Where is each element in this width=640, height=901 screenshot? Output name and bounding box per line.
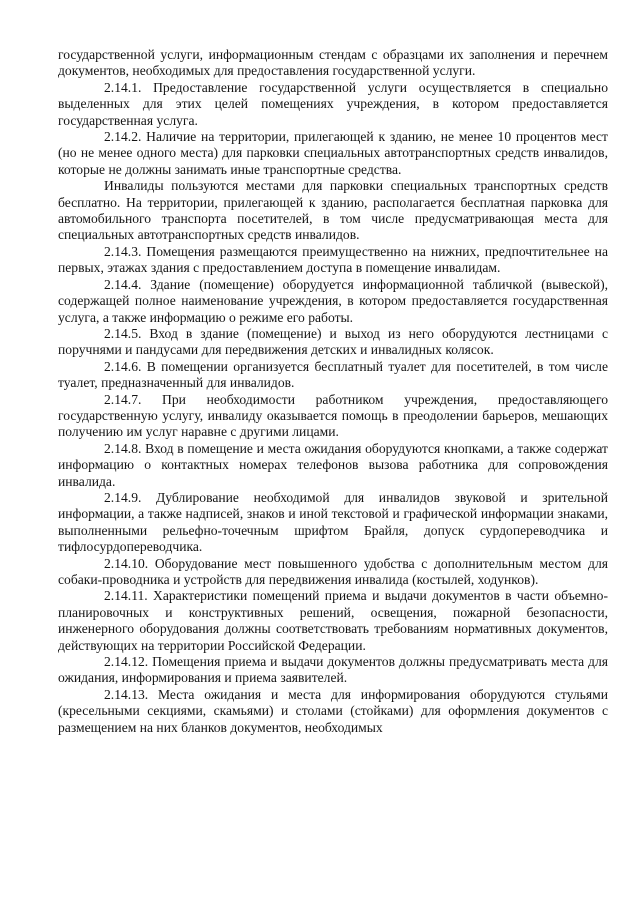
paragraph-2-14-5: 2.14.5. Вход в здание (помещение) и выход из него оборудуются лестницами с поручнями и пандусами для передвижения детских и инвалидных колясок. bbox=[58, 325, 608, 358]
paragraph-2-14-8: 2.14.8. Вход в помещение и места ожидания оборудуются кнопками, а также содержат информацию о контактных номерах телефонов вызова работника для сопровождения инвалида. bbox=[58, 440, 608, 489]
paragraph-2-14-2: 2.14.2. Наличие на территории, прилегающей к зданию, не менее 10 процентов мест (но не менее одного места) для парковки специальных автотранспортных средств инвалидов, которые не должны занимать иные транспортные средства. bbox=[58, 129, 608, 177]
paragraph-parking-disabled: Инвалиды пользуются местами для парковки специальных транспортных средств бесплатно. На территории, прилегающей к зданию, располагается бесплатная парковка для автомобильного транспорта посетителей, в том числе предусматривающая места для специальных автотранспортных средств инвалидов. bbox=[58, 178, 608, 243]
paragraph-2-14-6: 2.14.6. В помещении организуется бесплатный туалет для посетителей, в том числе туалет, предназначенный для инвалидов. bbox=[58, 358, 608, 391]
paragraph-2-14-4: 2.14.4. Здание (помещение) оборудуется информационной табличкой (вывеской), содержащей полное наименование учреждения, в котором предоставляется государственная услуга, а также информацию о режиме его работы. bbox=[58, 276, 608, 325]
paragraph-2-14-9: 2.14.9. Дублирование необходимой для инвалидов звуковой и зрительной информации, а также надписей, знаков и иной текстовой и графической информации знаками, выполненными рельефно-точечным шрифтом Брайля, допуск сурдопереводчика и тифлосурдопереводчика. bbox=[58, 489, 608, 555]
paragraph-2-14-3: 2.14.3. Помещения размещаются преимущественно на нижних, предпочтительнее на первых, этажах здания с предоставлением доступа в помещение инвалидам. bbox=[58, 243, 608, 276]
paragraph-2-14-13: 2.14.13. Места ожидания и места для информирования оборудуются стульями (кресельными секциями, скамьями) и столами (стойками) для оформления документов с размещением на них бланков документов, необходимых bbox=[58, 686, 608, 735]
paragraph-2-14-1: 2.14.1. Предоставление государственной услуги осуществляется в специально выделенных для этих целей помещениях учреждения, в котором предоставляется государственная услуга. bbox=[58, 79, 608, 128]
paragraph-continuation: государственной услуги, информационным стендам с образцами их заполнения и перечнем документов, необходимых для предоставления государственной услуги. bbox=[58, 47, 608, 79]
paragraph-2-14-11: 2.14.11. Характеристики помещений приема и выдачи документов в части объемно-планировочных и конструктивных решений, освещения, пожарной безопасности, инженерного оборудования должны соответствовать требованиям нормативных документов, действующих на территории Российской Федерации. bbox=[58, 588, 608, 653]
paragraph-2-14-7: 2.14.7. При необходимости работником учреждения, предоставляющего государственную услугу, инвалиду оказывается помощь в преодолении барьеров, мешающих получению им услуг наравне с другими лицами. bbox=[58, 391, 608, 440]
paragraph-2-14-12: 2.14.12. Помещения приема и выдачи документов должны предусматривать места для ожидания, информирования и приема заявителей. bbox=[58, 654, 608, 686]
paragraph-2-14-10: 2.14.10. Оборудование мест повышенного удобства с дополнительным местом для собаки-проводника и устройств для передвижения инвалида (костылей, ходунков). bbox=[58, 555, 608, 587]
